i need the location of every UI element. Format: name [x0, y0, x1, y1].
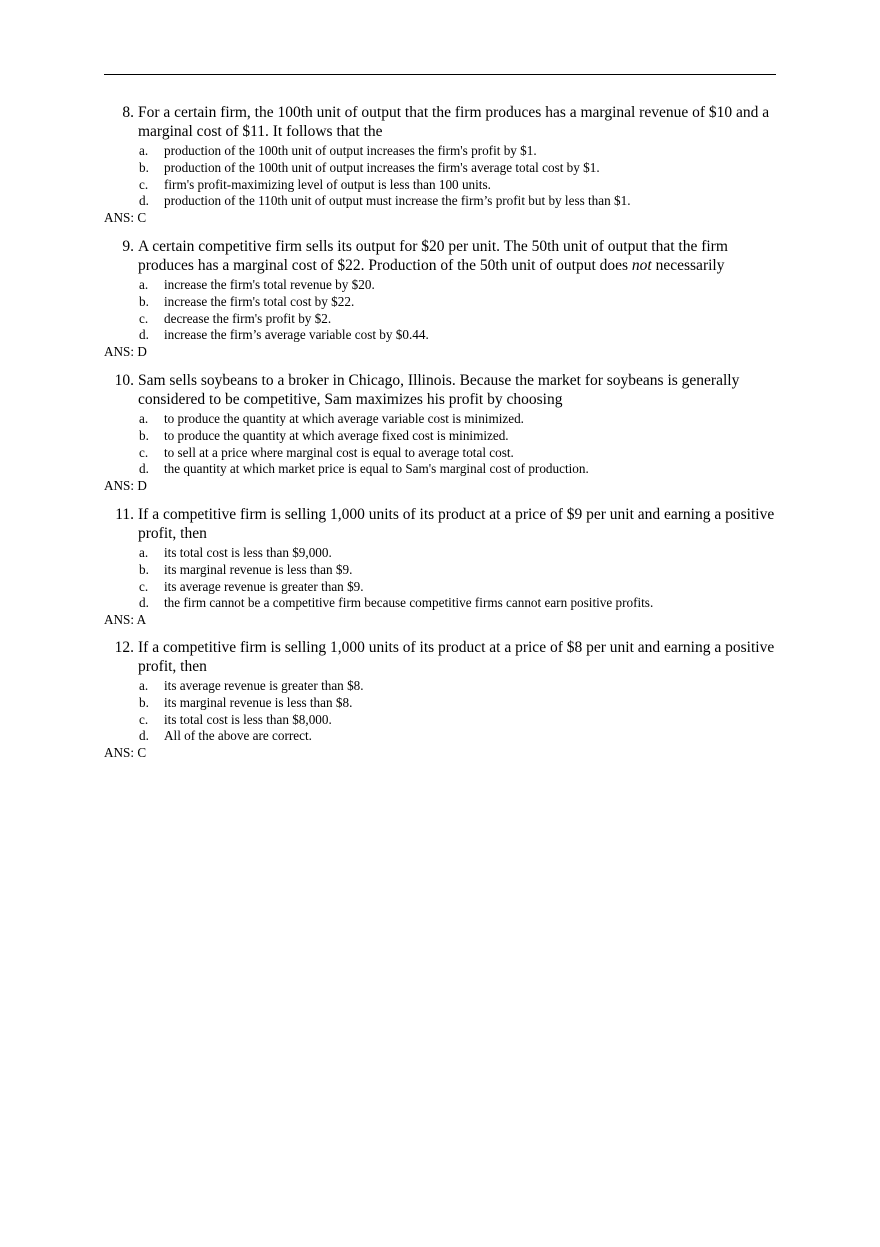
- choice-list: [104, 678, 776, 745]
- stem-emphasis: not: [631, 256, 652, 274]
- choice-c: [104, 311, 776, 328]
- question-stem: [104, 506, 776, 543]
- choice-b: [104, 294, 776, 311]
- choice-letter: c.: [139, 310, 149, 326]
- choice-text: the firm cannot be a competitive firm because competitive firms cannot earn positive profits.: [164, 595, 654, 611]
- question-stem: [104, 639, 776, 676]
- choice-text: increase the firm’s average variable cost by $0.44.: [164, 327, 429, 343]
- choice-text: production of the 100th unit of output increases the firm's average total cost by $1.: [164, 159, 600, 175]
- choice-letter: b.: [139, 694, 149, 710]
- choice-text: decrease the firm's profit by $2.: [164, 310, 332, 326]
- choice-b: [104, 562, 776, 579]
- stem-text-end: necessarily: [651, 256, 725, 274]
- question-stem: [104, 104, 776, 141]
- choice-letter: c.: [139, 444, 149, 460]
- choice-list: [104, 277, 776, 344]
- header-rule: [104, 74, 776, 75]
- choice-text: to produce the quantity at which average variable cost is minimized.: [164, 411, 524, 426]
- stem-text: If a competitive firm is selling 1,000 units of its product at a price of $9 per unit and earning a positive profit, then: [138, 506, 775, 542]
- choice-letter: b.: [139, 427, 149, 443]
- choice-a: [104, 678, 776, 695]
- question-number: 8.: [122, 104, 134, 121]
- question-stem: [104, 372, 776, 409]
- choice-b: [104, 160, 776, 177]
- choice-letter: b.: [139, 293, 149, 309]
- choice-letter: a.: [139, 678, 149, 693]
- choice-text: the quantity at which market price is equal to Sam's marginal cost of production.: [164, 461, 589, 477]
- choice-list: [104, 411, 776, 478]
- choice-text: increase the firm's total revenue by $20.: [164, 277, 375, 292]
- question-12: [104, 639, 776, 762]
- choice-letter: d.: [139, 461, 149, 477]
- question-stem: [104, 238, 776, 275]
- question-10: [104, 372, 776, 495]
- choice-text: its average revenue is greater than $9.: [164, 578, 364, 594]
- choice-c: [104, 579, 776, 596]
- choice-text: increase the firm's total cost by $22.: [164, 293, 355, 309]
- choice-d: [104, 327, 776, 344]
- choice-list: [104, 143, 776, 210]
- choice-c: [104, 177, 776, 194]
- question-11: [104, 506, 776, 629]
- choice-text: to sell at a price where marginal cost is equal to average total cost.: [164, 444, 514, 460]
- choice-letter: b.: [139, 561, 149, 577]
- answer-key: ANS: C: [104, 745, 147, 761]
- choice-text: production of the 110th unit of output must increase the firm’s profit but by less than $1.: [164, 193, 631, 209]
- question-9: [104, 238, 776, 361]
- choice-list: [104, 545, 776, 612]
- answer-key: ANS: D: [104, 478, 147, 494]
- question-8: [104, 104, 776, 227]
- question-number: 11.: [115, 506, 134, 523]
- choice-letter: a.: [139, 411, 149, 426]
- choice-b: [104, 428, 776, 445]
- stem-text: A certain competitive firm sells its output for $20 per unit. The 50th unit of output that the firm produces has a marginal cost of $22. Production of the 50th unit of output does: [138, 238, 728, 274]
- choice-d: [104, 728, 776, 745]
- question-number: 12.: [114, 639, 134, 656]
- choice-text: its total cost is less than $9,000.: [164, 545, 332, 560]
- choice-d: [104, 193, 776, 210]
- choice-c: [104, 445, 776, 462]
- choice-a: [104, 411, 776, 428]
- choice-text: production of the 100th unit of output increases the firm's profit by $1.: [164, 143, 537, 158]
- answer-key: ANS: C: [104, 210, 147, 226]
- choice-text: its marginal revenue is less than $9.: [164, 561, 353, 577]
- choice-letter: a.: [139, 545, 149, 560]
- choice-a: [104, 277, 776, 294]
- choice-text: its average revenue is greater than $8.: [164, 678, 364, 693]
- stem-text: Sam sells soybeans to a broker in Chicago, Illinois. Because the market for soybeans is generally considered to be competitive, Sam maximizes his profit by choosing: [138, 372, 740, 408]
- choice-letter: c.: [139, 176, 149, 192]
- choice-text: its total cost is less than $8,000.: [164, 711, 332, 727]
- choice-a: [104, 143, 776, 160]
- answer-key: ANS: A: [104, 612, 147, 628]
- stem-text: For a certain firm, the 100th unit of output that the firm produces has a marginal revenue of $10 and a marginal cost of $11. It follows that the: [138, 104, 770, 140]
- choice-text: to produce the quantity at which average fixed cost is minimized.: [164, 427, 509, 443]
- choice-d: [104, 461, 776, 478]
- choice-text: All of the above are correct.: [164, 728, 312, 744]
- choice-text: its marginal revenue is less than $8.: [164, 694, 353, 710]
- choice-letter: a.: [139, 143, 149, 158]
- question-number: 10.: [114, 372, 134, 389]
- choice-text: firm's profit-maximizing level of output is less than 100 units.: [164, 176, 491, 192]
- choice-c: [104, 712, 776, 729]
- choice-a: [104, 545, 776, 562]
- choice-letter: a.: [139, 277, 149, 292]
- choice-letter: c.: [139, 578, 149, 594]
- stem-text: If a competitive firm is selling 1,000 units of its product at a price of $8 per unit and earning a positive profit, then: [138, 639, 775, 675]
- choice-letter: c.: [139, 711, 149, 727]
- choice-letter: d.: [139, 327, 149, 343]
- choice-letter: b.: [139, 159, 149, 175]
- choice-letter: d.: [139, 595, 149, 611]
- choice-letter: d.: [139, 728, 149, 744]
- choice-letter: d.: [139, 193, 149, 209]
- question-number: 9.: [122, 238, 134, 255]
- choice-d: [104, 595, 776, 612]
- choice-b: [104, 695, 776, 712]
- answer-key: ANS: D: [104, 344, 147, 360]
